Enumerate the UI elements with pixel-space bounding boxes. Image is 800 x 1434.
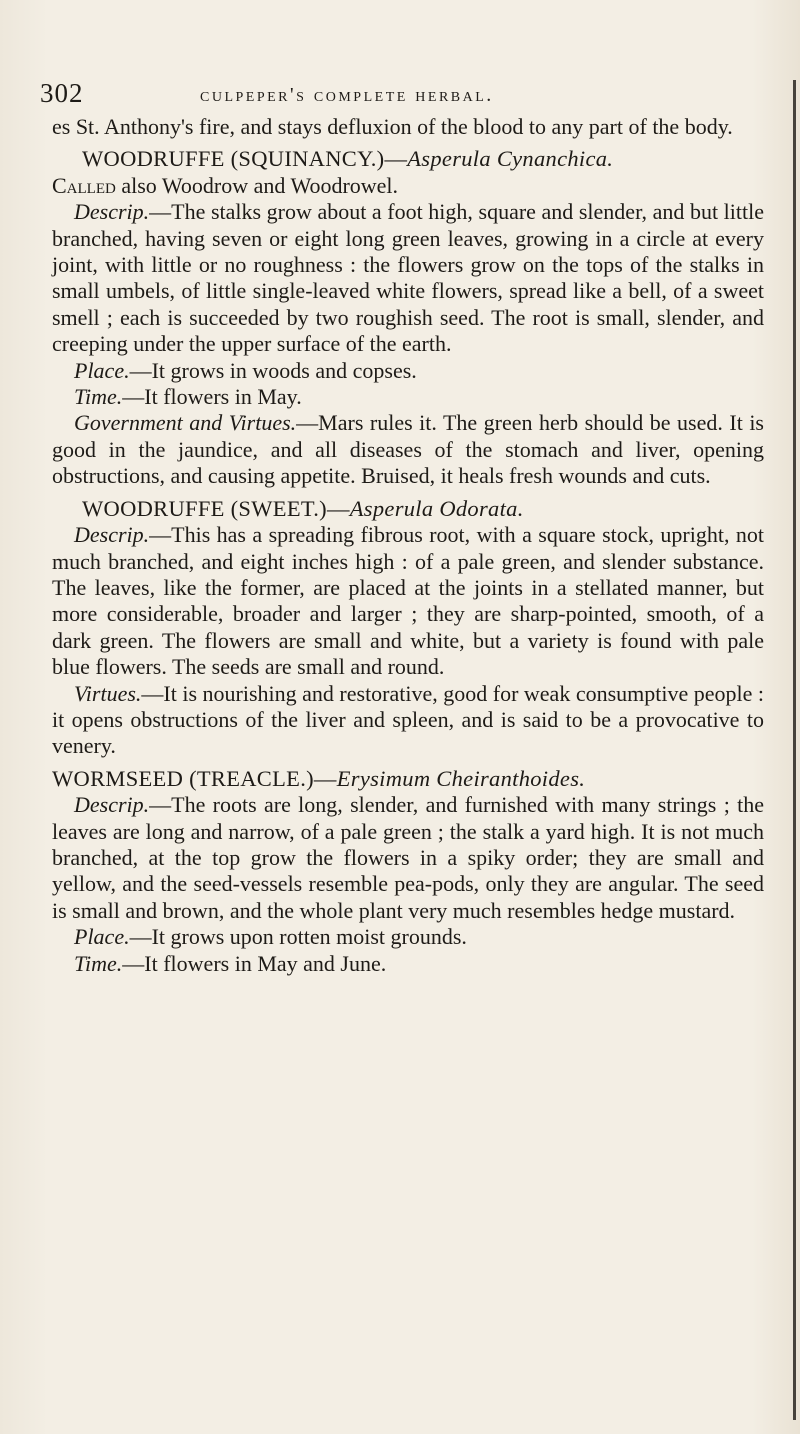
- section-text: —It grows in woods and copses.: [129, 357, 417, 383]
- page-body: [52, 114, 764, 977]
- place-paragraph: [52, 924, 764, 950]
- entry-latin-name: Asperula Cynanchica.: [407, 146, 614, 172]
- section-label: Virtues.: [74, 680, 142, 706]
- section-label: Government and Virtues.: [74, 410, 297, 436]
- description-paragraph: [52, 199, 764, 357]
- called-text: also Woodrow and Woodrowel.: [115, 172, 399, 198]
- section-text: —The roots are long, slender, and furnished with many strings ; the leaves are long and narrow, of a pale green ; the stalk a yard high. It is not much branched, at the top grow the flowers in a spiky order; they are small and yellow, and the seed-vessels resemble pea-pods, only they are angular. The seed is small and brown, and the whole plant very much resembles hedge mustard.: [52, 792, 764, 923]
- page-header: [40, 78, 760, 112]
- entry-name: WOODRUFFE (SWEET.)—: [82, 495, 350, 521]
- time-paragraph: [52, 384, 764, 410]
- description-paragraph: [52, 792, 764, 924]
- virtues-paragraph: [52, 410, 764, 489]
- entry-heading-wormseed-treacle: [52, 766, 764, 792]
- section-label: Time.: [74, 384, 123, 410]
- entry-name: WORMSEED (TREACLE.)—: [52, 765, 337, 791]
- virtues-paragraph: [52, 681, 764, 760]
- section-text: —This has a spreading fibrous root, with a square stock, upright, not much branched, and eight inches high : of a pale green, and slender substance. The leaves, like the former, are placed at the joints in a stellated manner, but more considerable, broader and larger ; they are sharp-pointed, smooth, of a dark green. The flowers are small and white, but a variety is found with pale blue flowers. The seeds are small and round.: [52, 522, 764, 680]
- time-paragraph: [52, 951, 764, 977]
- section-label: Descrip.: [74, 792, 150, 818]
- section-label: Place.: [74, 357, 130, 383]
- page-number: 302: [40, 78, 84, 108]
- entry-heading-woodruffe-squinancy: [52, 146, 764, 172]
- section-text: —It flowers in May.: [122, 384, 302, 410]
- place-paragraph: [52, 358, 764, 384]
- entry-latin-name: Erysimum Cheiranthoides.: [336, 765, 586, 791]
- section-text: —The stalks grow about a foot high, square and slender, and but little branched, having seven or eight long green leaves, growing in a circle at every joint, with little or no roughness : the flowers grow on the tops of the stalks in small umbels, of little single-leaved white flowers, spread like a bell, of a sweet smell ; each is succeeded by two roughish seed. The root is small, slender, and creeping under the upper surface of the earth.: [52, 199, 764, 357]
- section-label: Time.: [74, 950, 123, 976]
- intro-paragraph: es St. Anthony's fire, and stays defluxion of the blood to any part of the body.: [52, 114, 733, 139]
- section-label: Descrip.: [74, 199, 150, 225]
- called-paragraph: [52, 173, 764, 199]
- page-edge: [793, 80, 796, 1420]
- called-lead: Called: [52, 172, 116, 198]
- section-label: Place.: [74, 924, 130, 950]
- running-head: culpeper's complete herbal.: [200, 84, 494, 106]
- entry-name: WOODRUFFE (SQUINANCY.)—: [82, 146, 408, 172]
- section-label: Descrip.: [74, 522, 150, 548]
- section-text: —Mars rules it. The green herb should be used. It is good in the jaundice, and all diseases of the stomach and liver, opening obstructions, and causing appetite. Bruised, it heals fresh wounds and cuts.: [52, 410, 764, 489]
- entry-heading-woodruffe-sweet: [52, 496, 764, 522]
- section-text: —It grows upon rotten moist grounds.: [129, 924, 467, 950]
- section-text: —It flowers in May and June.: [122, 950, 387, 976]
- entry-latin-name: Asperula Odorata.: [349, 495, 524, 521]
- section-text: —It is nourishing and restorative, good for weak consumptive people : it opens obstructions of the liver and spleen, and is said to be a provocative to venery.: [52, 680, 765, 759]
- description-paragraph: [52, 522, 764, 680]
